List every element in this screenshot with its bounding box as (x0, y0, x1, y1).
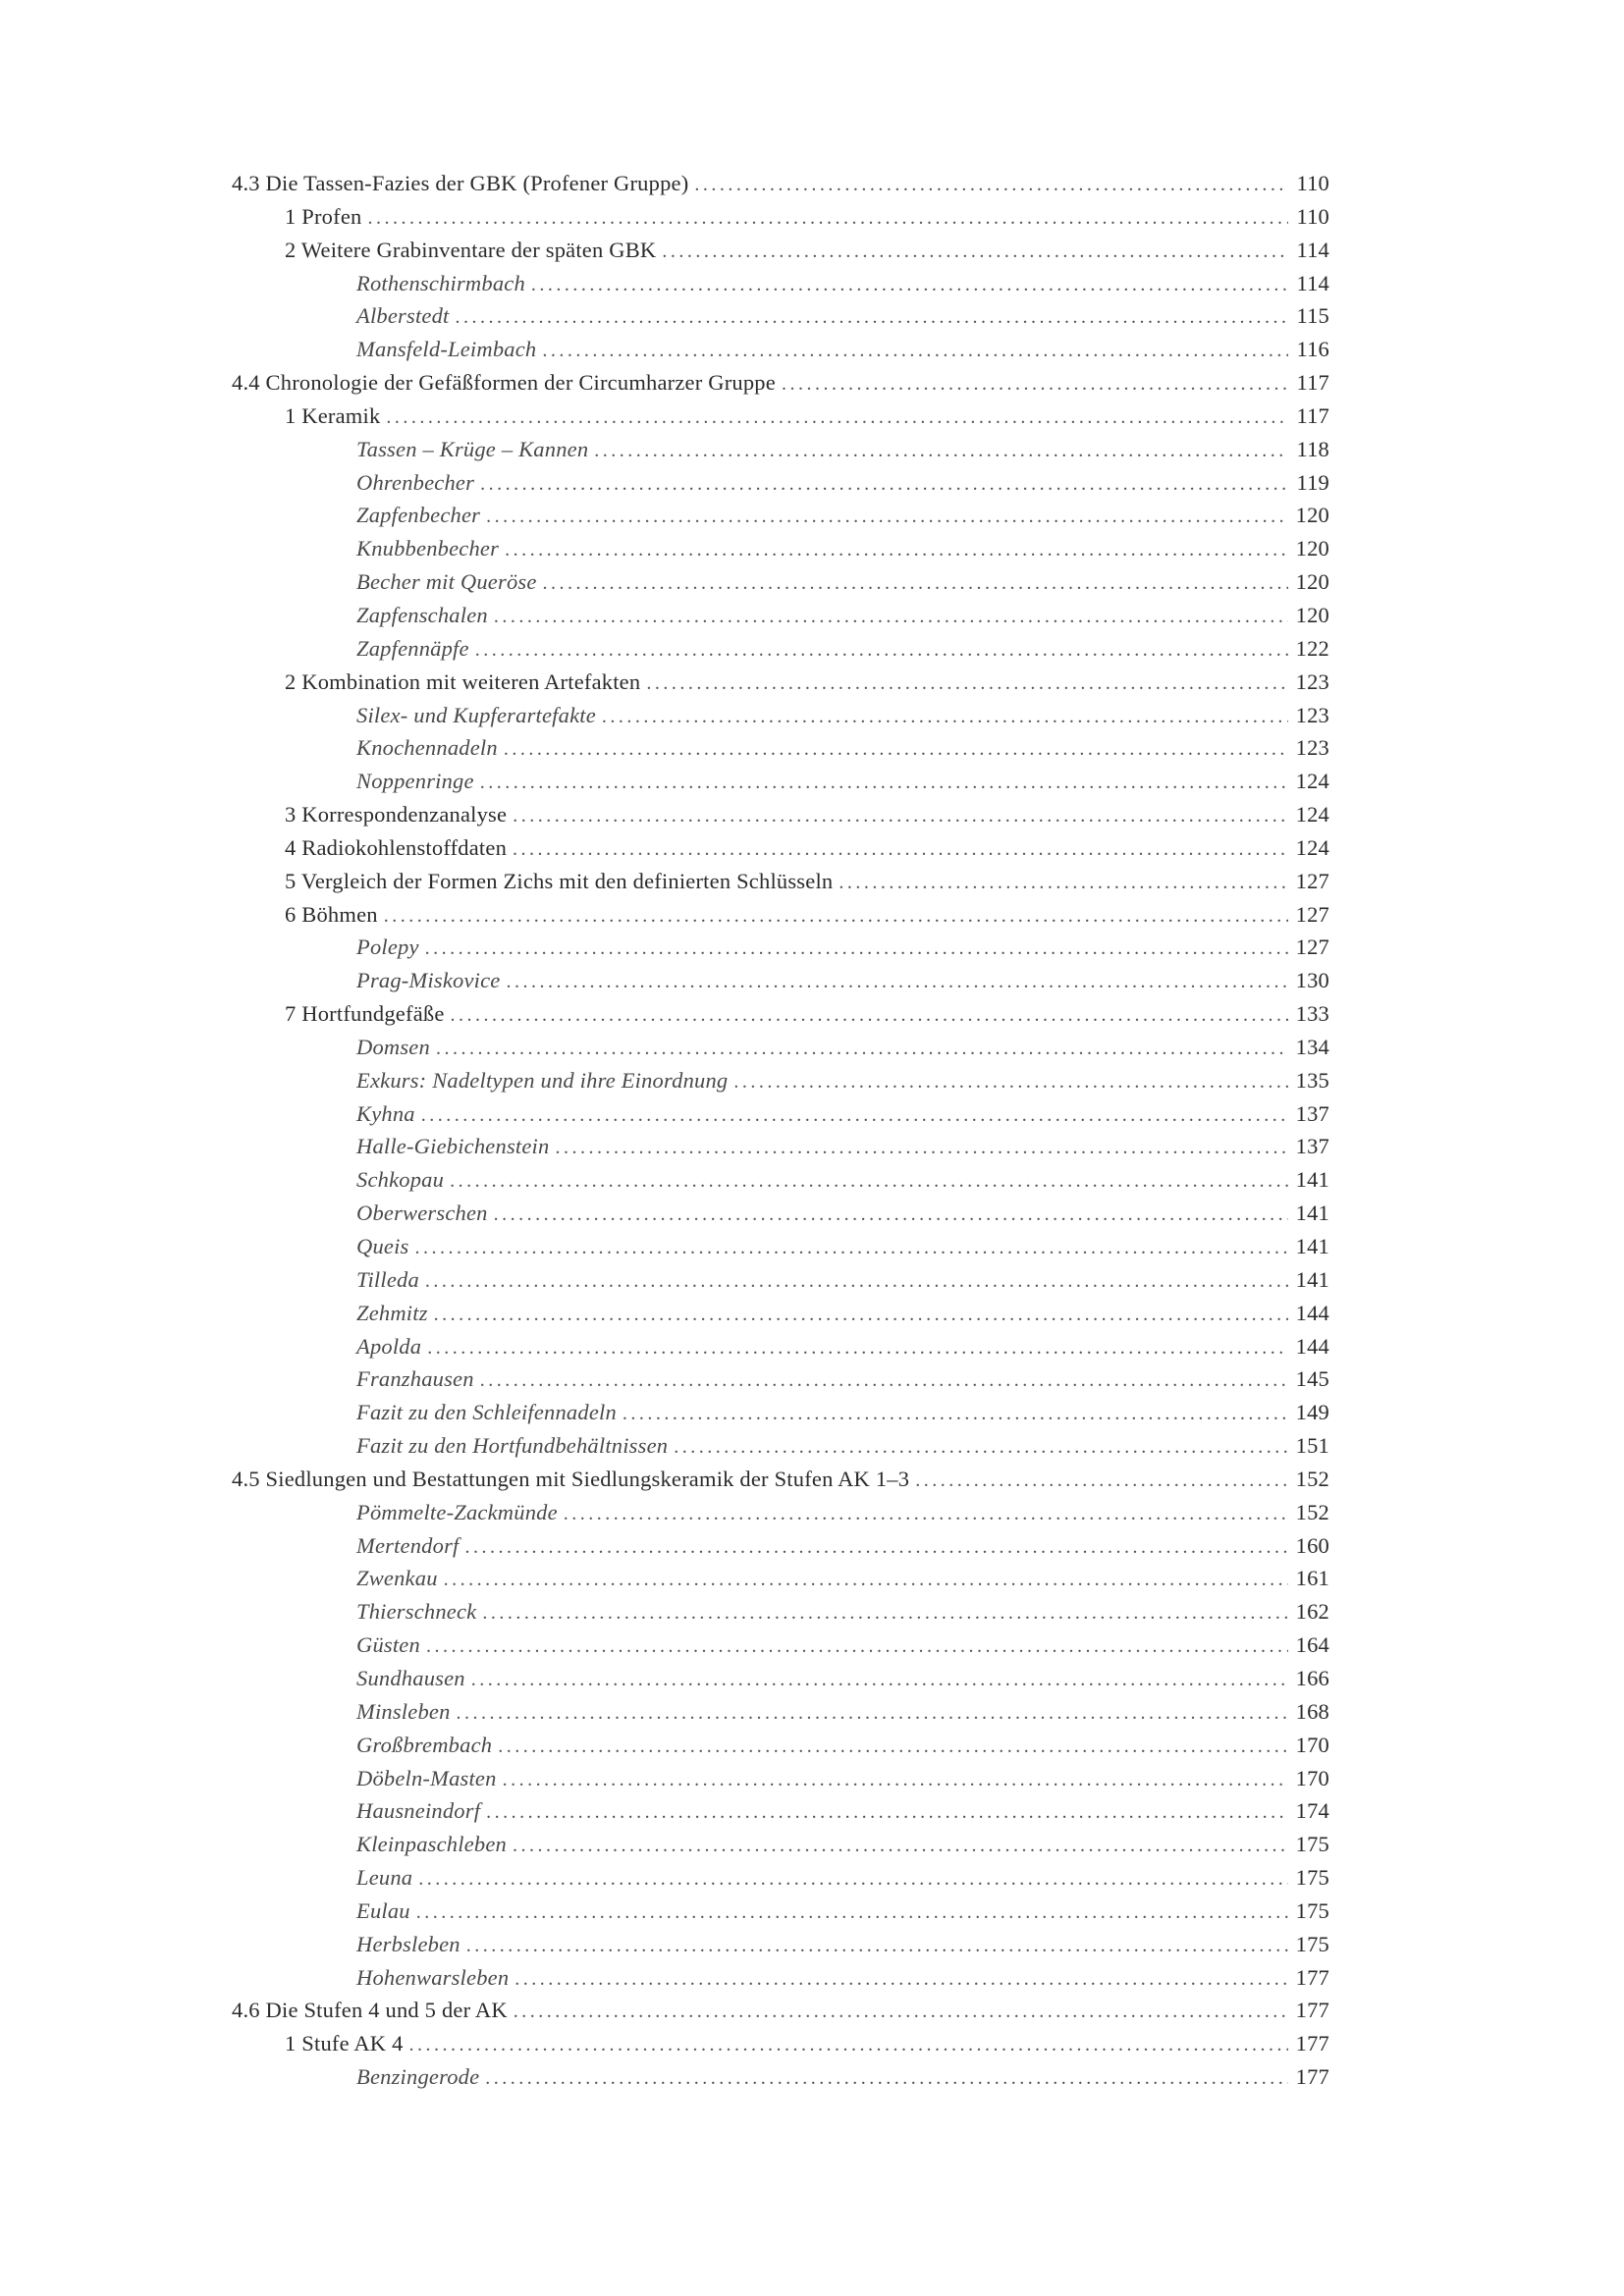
toc-page-number: 149 (1295, 1400, 1329, 1425)
toc-page-number: 177 (1295, 2031, 1329, 2056)
toc-page-number: 117 (1296, 402, 1329, 428)
toc-entry-level-2[interactable] (232, 234, 1329, 267)
toc-dot-leader (543, 567, 1288, 601)
toc-page-number: 152 (1295, 1466, 1329, 1491)
toc-entry-level-3[interactable] (232, 1031, 1329, 1064)
toc-dot-leader (480, 1364, 1288, 1398)
toc-entry-title: Halle-Giebichenstein (356, 1134, 550, 1159)
toc-entry-level-2[interactable] (232, 2027, 1329, 2060)
toc-entry-title: Knochennadeln (356, 735, 498, 761)
toc-entry-title: Mertendorf (356, 1532, 460, 1558)
toc-entry-title: Fazit zu den Hortfundbehältnissen (356, 1433, 669, 1459)
toc-entry-title: 1 Keramik (285, 402, 381, 428)
toc-page-number: 144 (1295, 1300, 1329, 1325)
toc-page-number: 175 (1295, 1931, 1329, 1956)
toc-dot-leader (674, 1431, 1288, 1465)
toc-entry-level-3[interactable] (232, 1330, 1329, 1363)
toc-entry-title: 4.6 Die Stufen 4 und 5 der AK (232, 1998, 508, 2023)
toc-entry-title: 2 Kombination mit weiteren Artefakten (285, 668, 641, 694)
toc-page-number: 175 (1295, 1865, 1329, 1891)
toc-entry-level-2[interactable] (232, 997, 1329, 1031)
toc-entry-level-3[interactable] (232, 1130, 1329, 1163)
toc-entry-level-1[interactable] (232, 1994, 1329, 2027)
toc-entry-level-3[interactable] (232, 1064, 1329, 1097)
toc-dot-leader (915, 1465, 1288, 1498)
toc-dot-leader (455, 301, 1288, 335)
toc-entry-level-3[interactable] (232, 1562, 1329, 1595)
toc-dot-leader (514, 1963, 1288, 1997)
toc-entry-title: 2 Weitere Grabinventare der späten GBK (285, 237, 657, 262)
toc-dot-leader (564, 1498, 1288, 1531)
toc-dot-leader (733, 1066, 1288, 1099)
toc-entry-title: Fazit zu den Schleifennadeln (356, 1400, 617, 1425)
toc-entry-title: Exkurs: Nadeltypen und ihre Einordnung (356, 1067, 729, 1093)
toc-entry-level-3[interactable] (232, 466, 1329, 500)
toc-page-number: 123 (1295, 735, 1329, 761)
toc-entry-level-3[interactable] (232, 765, 1329, 798)
toc-dot-leader (513, 1830, 1288, 1863)
toc-page-number: 177 (1295, 2064, 1329, 2090)
toc-dot-leader (662, 236, 1288, 269)
toc-page-number: 162 (1295, 1599, 1329, 1625)
toc-entry-level-3[interactable] (232, 1695, 1329, 1729)
toc-dot-leader (418, 1863, 1288, 1896)
toc-dot-leader (542, 335, 1288, 368)
toc-entry-level-3[interactable] (232, 1828, 1329, 1861)
toc-entry-level-3[interactable] (232, 1496, 1329, 1529)
toc-page-number: 137 (1295, 1134, 1329, 1159)
toc-page-number: 145 (1295, 1366, 1329, 1392)
toc-dot-leader (416, 1896, 1288, 1930)
toc-entry-title: Prag-Miskovice (356, 968, 501, 993)
toc-page-number: 127 (1295, 934, 1329, 960)
toc-dot-leader (494, 601, 1288, 634)
toc-page-number: 141 (1295, 1167, 1329, 1193)
toc-entry-title: 4.4 Chronologie der Gefäßformen der Circumharzer Gruppe (232, 370, 776, 396)
toc-dot-leader (464, 1531, 1288, 1565)
toc-dot-leader (531, 269, 1288, 302)
toc-page-number: 123 (1295, 668, 1329, 694)
toc-page-number: 135 (1295, 1067, 1329, 1093)
toc-dot-leader (602, 701, 1288, 734)
toc-dot-leader (466, 1930, 1288, 1963)
toc-entry-title: 5 Vergleich der Formen Zichs mit den definierten Schlüsseln (285, 868, 834, 893)
toc-entry-title: Zapfenbecher (356, 503, 481, 528)
toc-dot-leader (782, 368, 1288, 401)
toc-page-number: 120 (1295, 536, 1329, 561)
toc-dot-leader (386, 401, 1288, 435)
toc-dot-leader (409, 2029, 1288, 2062)
toc-page-number: 144 (1295, 1333, 1329, 1359)
toc-dot-leader (498, 1731, 1288, 1764)
toc-page-number: 116 (1296, 337, 1329, 362)
toc-page-number: 124 (1295, 769, 1329, 794)
toc-entry-title: 4.5 Siedlungen und Bestattungen mit Siedlungskeramik der Stufen AK 1–3 (232, 1466, 910, 1491)
toc-entry-title: Schkopau (356, 1167, 445, 1193)
toc-dot-leader (646, 667, 1288, 701)
toc-entry-level-2[interactable] (232, 865, 1329, 898)
toc-dot-leader (514, 1996, 1288, 2029)
toc-entry-level-2[interactable] (232, 798, 1329, 831)
toc-dot-leader (426, 1630, 1288, 1664)
toc-dot-leader (480, 468, 1288, 502)
toc-dot-leader (384, 900, 1288, 934)
toc-entry-title: Eulau (356, 1897, 410, 1923)
toc-entry-level-3[interactable] (232, 964, 1329, 997)
toc-entry-level-3[interactable] (232, 532, 1329, 565)
toc-page-number: 110 (1296, 171, 1329, 195)
toc-entry-title: Ohrenbecher (356, 469, 475, 495)
toc-dot-leader (504, 733, 1288, 767)
toc-page-number: 119 (1296, 469, 1329, 495)
toc-dot-leader (421, 1099, 1288, 1133)
toc-entry-title: Hausneindorf (356, 1798, 481, 1824)
toc-entry-title: Großbrembach (356, 1732, 493, 1757)
toc-entry-title: Thierschneck (356, 1599, 477, 1625)
toc-entry-title: Becher mit Queröse (356, 569, 537, 595)
toc-entry-title: Pömmelte-Zackmünde (356, 1499, 558, 1524)
toc-entry-title: Franzhausen (356, 1366, 474, 1392)
toc-entry-level-3[interactable] (232, 1297, 1329, 1330)
toc-page-number: 141 (1295, 1234, 1329, 1258)
toc-entry-title: Döbeln-Masten (356, 1765, 497, 1790)
toc-entry-title: Kyhna (356, 1100, 415, 1126)
toc-entry-level-3[interactable] (232, 1197, 1329, 1230)
toc-page-number: 124 (1295, 834, 1329, 860)
toc-page-number: 170 (1295, 1732, 1329, 1757)
toc-entry-title: Tilleda (356, 1266, 419, 1292)
toc-page-number: 166 (1295, 1665, 1329, 1690)
toc-page-number: 134 (1295, 1034, 1329, 1059)
toc-entry-level-1[interactable] (232, 1463, 1329, 1496)
toc-entry-level-3[interactable] (232, 267, 1329, 300)
toc-entry-level-3[interactable] (232, 1729, 1329, 1762)
table-of-contents (232, 167, 1329, 2094)
toc-entry-level-2[interactable] (232, 400, 1329, 433)
toc-entry-title: Zwenkau (356, 1566, 438, 1591)
toc-page-number: 117 (1296, 370, 1329, 396)
toc-page-number: 168 (1295, 1698, 1329, 1724)
toc-entry-level-3[interactable] (232, 1861, 1329, 1895)
toc-entry-level-3[interactable] (232, 1396, 1329, 1429)
toc-entry-title: Alberstedt (356, 303, 450, 329)
toc-entry-title: Polepy (356, 934, 419, 960)
toc-dot-leader (415, 1232, 1289, 1265)
toc-entry-level-3[interactable] (232, 1362, 1329, 1396)
toc-entry-title: Noppenringe (356, 769, 474, 794)
toc-entry-level-3[interactable] (232, 1961, 1329, 1995)
toc-page-number: 127 (1295, 901, 1329, 927)
toc-entry-title: 4 Radiokohlenstoffdaten (285, 834, 508, 860)
toc-entry-level-1[interactable] (232, 366, 1329, 400)
toc-page-number: 120 (1295, 602, 1329, 627)
toc-entry-level-3[interactable] (232, 931, 1329, 964)
toc-dot-leader (427, 1332, 1288, 1365)
toc-dot-leader (694, 169, 1288, 202)
toc-entry-level-3[interactable] (232, 1595, 1329, 1629)
toc-entry-level-3[interactable] (232, 433, 1329, 466)
toc-page-number: 151 (1295, 1433, 1329, 1459)
toc-entry-level-3[interactable] (232, 1097, 1329, 1131)
toc-entry-level-3[interactable] (232, 1662, 1329, 1695)
toc-page-number: 152 (1295, 1499, 1329, 1524)
toc-dot-leader (480, 767, 1288, 800)
toc-entry-level-1[interactable] (232, 167, 1329, 200)
toc-dot-leader (507, 966, 1289, 999)
toc-page-number: 123 (1295, 702, 1329, 727)
toc-entry-title: Sundhausen (356, 1665, 465, 1690)
toc-page-number: 114 (1296, 237, 1329, 262)
toc-page-number: 160 (1295, 1532, 1329, 1558)
toc-entry-title: Zapfenschalen (356, 602, 488, 627)
toc-entry-title: Herbsleben (356, 1931, 460, 1956)
toc-entry-title: 1 Stufe AK 4 (285, 2031, 404, 2056)
toc-page-number: 110 (1296, 203, 1329, 229)
toc-entry-level-3[interactable] (232, 599, 1329, 632)
toc-dot-leader (505, 534, 1288, 567)
toc-dot-leader (503, 1764, 1288, 1797)
toc-entry-title: Oberwerschen (356, 1201, 488, 1226)
toc-entry-title: Benzingerode (356, 2064, 480, 2090)
toc-entry-level-2[interactable] (232, 831, 1329, 865)
toc-entry-level-3[interactable] (232, 1230, 1329, 1263)
toc-entry-title: 7 Hortfundgefäße (285, 1001, 445, 1027)
toc-page-number: 177 (1295, 1964, 1329, 1990)
toc-dot-leader (486, 501, 1288, 534)
toc-page-number: 175 (1295, 1897, 1329, 1923)
toc-entry-title: Kleinpaschleben (356, 1832, 507, 1857)
toc-dot-leader (839, 867, 1288, 900)
toc-dot-leader (555, 1132, 1288, 1165)
toc-entry-title: Mansfeld-Leimbach (356, 337, 537, 362)
toc-dot-leader (513, 800, 1288, 833)
toc-dot-leader (451, 999, 1288, 1033)
toc-entry-title: Güsten (356, 1632, 420, 1658)
toc-page-number: 118 (1296, 436, 1329, 461)
toc-dot-leader (434, 1299, 1288, 1332)
toc-entry-level-3[interactable] (232, 1895, 1329, 1928)
toc-page-number: 164 (1295, 1632, 1329, 1658)
toc-entry-level-3[interactable] (232, 1163, 1329, 1197)
toc-entry-level-3[interactable] (232, 2060, 1329, 2094)
toc-entry-title: Queis (356, 1234, 409, 1258)
toc-dot-leader (367, 202, 1288, 236)
toc-dot-leader (450, 1165, 1288, 1199)
toc-entry-title: Rothenschirmbach (356, 270, 525, 295)
toc-entry-title: 3 Korrespondenzanalyse (285, 802, 508, 828)
toc-dot-leader (486, 1796, 1288, 1830)
toc-entry-level-2[interactable] (232, 666, 1329, 699)
toc-entry-title: Tassen – Krüge – Kannen (356, 436, 589, 461)
toc-entry-title: 6 Böhmen (285, 901, 378, 927)
toc-page-number: 177 (1295, 1998, 1329, 2023)
toc-page-number: 120 (1295, 569, 1329, 595)
toc-entry-title: 1 Profen (285, 203, 362, 229)
toc-page-number: 141 (1295, 1266, 1329, 1292)
toc-entry-level-3[interactable] (232, 333, 1329, 366)
toc-entry-level-3[interactable] (232, 1794, 1329, 1828)
toc-entry-title: Silex- und Kupferartefakte (356, 702, 596, 727)
toc-entry-level-3[interactable] (232, 499, 1329, 532)
toc-entry-title: Apolda (356, 1333, 422, 1359)
toc-dot-leader (475, 634, 1288, 667)
toc-dot-leader (444, 1564, 1288, 1597)
toc-dot-leader (494, 1199, 1288, 1232)
toc-dot-leader (623, 1398, 1288, 1431)
toc-dot-leader (471, 1664, 1288, 1697)
toc-entry-level-3[interactable] (232, 565, 1329, 599)
toc-entry-title: Zehmitz (356, 1300, 428, 1325)
toc-entry-title: Knubbenbecher (356, 536, 500, 561)
toc-dot-leader (485, 2062, 1288, 2096)
toc-entry-title: Domsen (356, 1034, 430, 1059)
toc-entry-level-3[interactable] (232, 1629, 1329, 1662)
toc-page-number: 161 (1295, 1566, 1329, 1591)
toc-entry-level-3[interactable] (232, 1928, 1329, 1961)
toc-page-number: 127 (1295, 868, 1329, 893)
toc-entry-title: Leuna (356, 1865, 413, 1891)
toc-page-number: 115 (1296, 303, 1329, 329)
toc-entry-level-3[interactable] (232, 1529, 1329, 1563)
toc-entry-title: Minsleben (356, 1698, 451, 1724)
toc-page-number: 170 (1295, 1765, 1329, 1790)
toc-dot-leader (425, 933, 1288, 966)
toc-page-number: 175 (1295, 1832, 1329, 1857)
toc-entry-level-3[interactable] (232, 632, 1329, 666)
toc-entry-title: 4.3 Die Tassen-Fazies der GBK (Profener Gruppe) (232, 171, 689, 195)
toc-page-number: 130 (1295, 968, 1329, 993)
toc-dot-leader (594, 435, 1288, 468)
toc-entry-level-3[interactable] (232, 1762, 1329, 1795)
toc-dot-leader (513, 833, 1288, 867)
toc-page-number: 120 (1295, 503, 1329, 528)
toc-entry-level-2[interactable] (232, 898, 1329, 932)
toc-page-number: 122 (1295, 635, 1329, 661)
toc-entry-title: Zapfennäpfe (356, 635, 469, 661)
toc-entry-level-3[interactable] (232, 299, 1329, 333)
toc-page-number: 114 (1296, 270, 1329, 295)
toc-dot-leader (457, 1697, 1288, 1731)
toc-dot-leader (482, 1597, 1288, 1630)
toc-page-number: 124 (1295, 802, 1329, 828)
toc-dot-leader (425, 1265, 1288, 1299)
toc-page-number: 141 (1295, 1201, 1329, 1226)
toc-entry-level-3[interactable] (232, 1263, 1329, 1297)
toc-entry-level-3[interactable] (232, 699, 1329, 732)
toc-page-number: 174 (1295, 1798, 1329, 1824)
toc-page-number: 133 (1295, 1001, 1329, 1027)
toc-entry-title: Hohenwarsleben (356, 1964, 510, 1990)
toc-entry-level-3[interactable] (232, 731, 1329, 765)
toc-dot-leader (436, 1033, 1288, 1066)
toc-page-number: 137 (1295, 1100, 1329, 1126)
toc-entry-level-2[interactable] (232, 200, 1329, 234)
toc-entry-level-3[interactable] (232, 1429, 1329, 1463)
